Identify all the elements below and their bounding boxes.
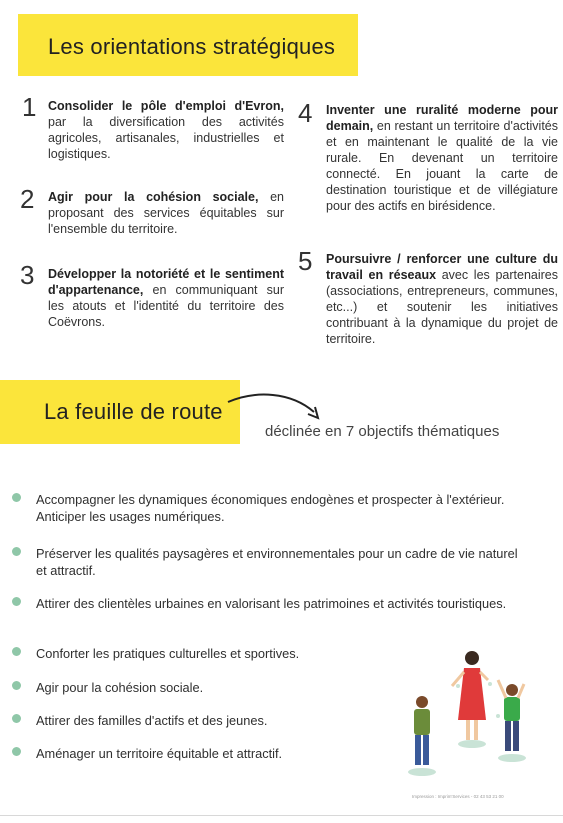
item-number-5: 5: [298, 246, 313, 276]
orientation-item-3: [48, 266, 284, 330]
objective-text: Aménager un territoire équitable et attractif.: [36, 746, 283, 761]
bullet-dot-icon: [12, 714, 21, 723]
item-number-1: 1: [22, 92, 37, 122]
objective-text: Accompagner les dynamiques économiques endogènes et prospecter à l'extérieur. Anticiper les usages numériques.: [36, 492, 505, 524]
orientation-heading: Inventer une ruralité moderne pour demain,: [326, 103, 558, 133]
orientation-item-2: [48, 189, 284, 237]
orientation-body: par la diversification des activités agricoles, artisanales, industrielles et logistiques.: [48, 115, 284, 161]
bullet-dot-icon: [12, 597, 21, 606]
orientation-item-4: [326, 102, 558, 214]
orientation-item-1: [48, 98, 284, 162]
curved-arrow-icon: [226, 388, 326, 428]
orientation-item-5: [326, 251, 558, 347]
orientation-heading: Poursuivre / renforcer une culture du travail en réseaux: [326, 252, 558, 282]
item-number-2: 2: [20, 184, 35, 214]
family-illustration: [400, 640, 540, 780]
bottom-divider: [0, 815, 563, 816]
bullet-dot-icon: [12, 493, 21, 502]
item-number-4: 4: [298, 98, 313, 128]
roadmap-title: La feuille de route: [44, 399, 223, 424]
item-number-3: 3: [20, 260, 35, 290]
objective-text: Préserver les qualités paysagères et environnementales pour un cadre de vie naturel et attractif.: [36, 546, 518, 578]
footer-credit: Impression : Imprim'Services - 02 43 53 21 00: [412, 794, 504, 799]
objective-text: Attirer des familles d'actifs et des jeunes.: [36, 713, 268, 728]
bullet-dot-icon: [12, 547, 21, 556]
objective-text: Agir pour la cohésion sociale.: [36, 680, 204, 695]
bullet-dot-icon: [12, 747, 21, 756]
orientation-heading: Consolider le pôle d'emploi d'Evron,: [48, 99, 284, 113]
objective-text: Attirer des clientèles urbaines en valorisant les patrimoines et activités touristiques.: [36, 596, 507, 611]
bullet-dot-icon: [12, 647, 21, 656]
orientations-title: Les orientations stratégiques: [48, 34, 336, 59]
orientation-heading: Agir pour la cohésion sociale,: [48, 190, 259, 204]
orientation-body: en restant un territoire d'activités et en maintenant le qualité de la vie rurale. En devenant un territoire connecté. En jouant la carte de destination touristique et de villégiature pour des actifs en birésidence.: [326, 119, 558, 213]
objective-text: Conforter les pratiques culturelles et sportives.: [36, 646, 300, 661]
orientation-body: en communiquant sur les atouts et l'identité du territoire des Coëvrons.: [48, 283, 284, 329]
orientation-heading: Développer la notoriété et le sentiment d'appartenance,: [48, 267, 284, 297]
bullet-dot-icon: [12, 681, 21, 690]
orientation-body: avec les partenaires (associations, entrepreneurs, communes, etc...) et soutenir les initiatives contribuant à la dynamique du projet de territoire.: [326, 268, 559, 346]
orientation-body: en proposant des services équitables sur l'ensemble du territoire.: [48, 190, 284, 236]
roadmap-subtitle: déclinée en 7 objectifs thématiques: [265, 423, 500, 440]
